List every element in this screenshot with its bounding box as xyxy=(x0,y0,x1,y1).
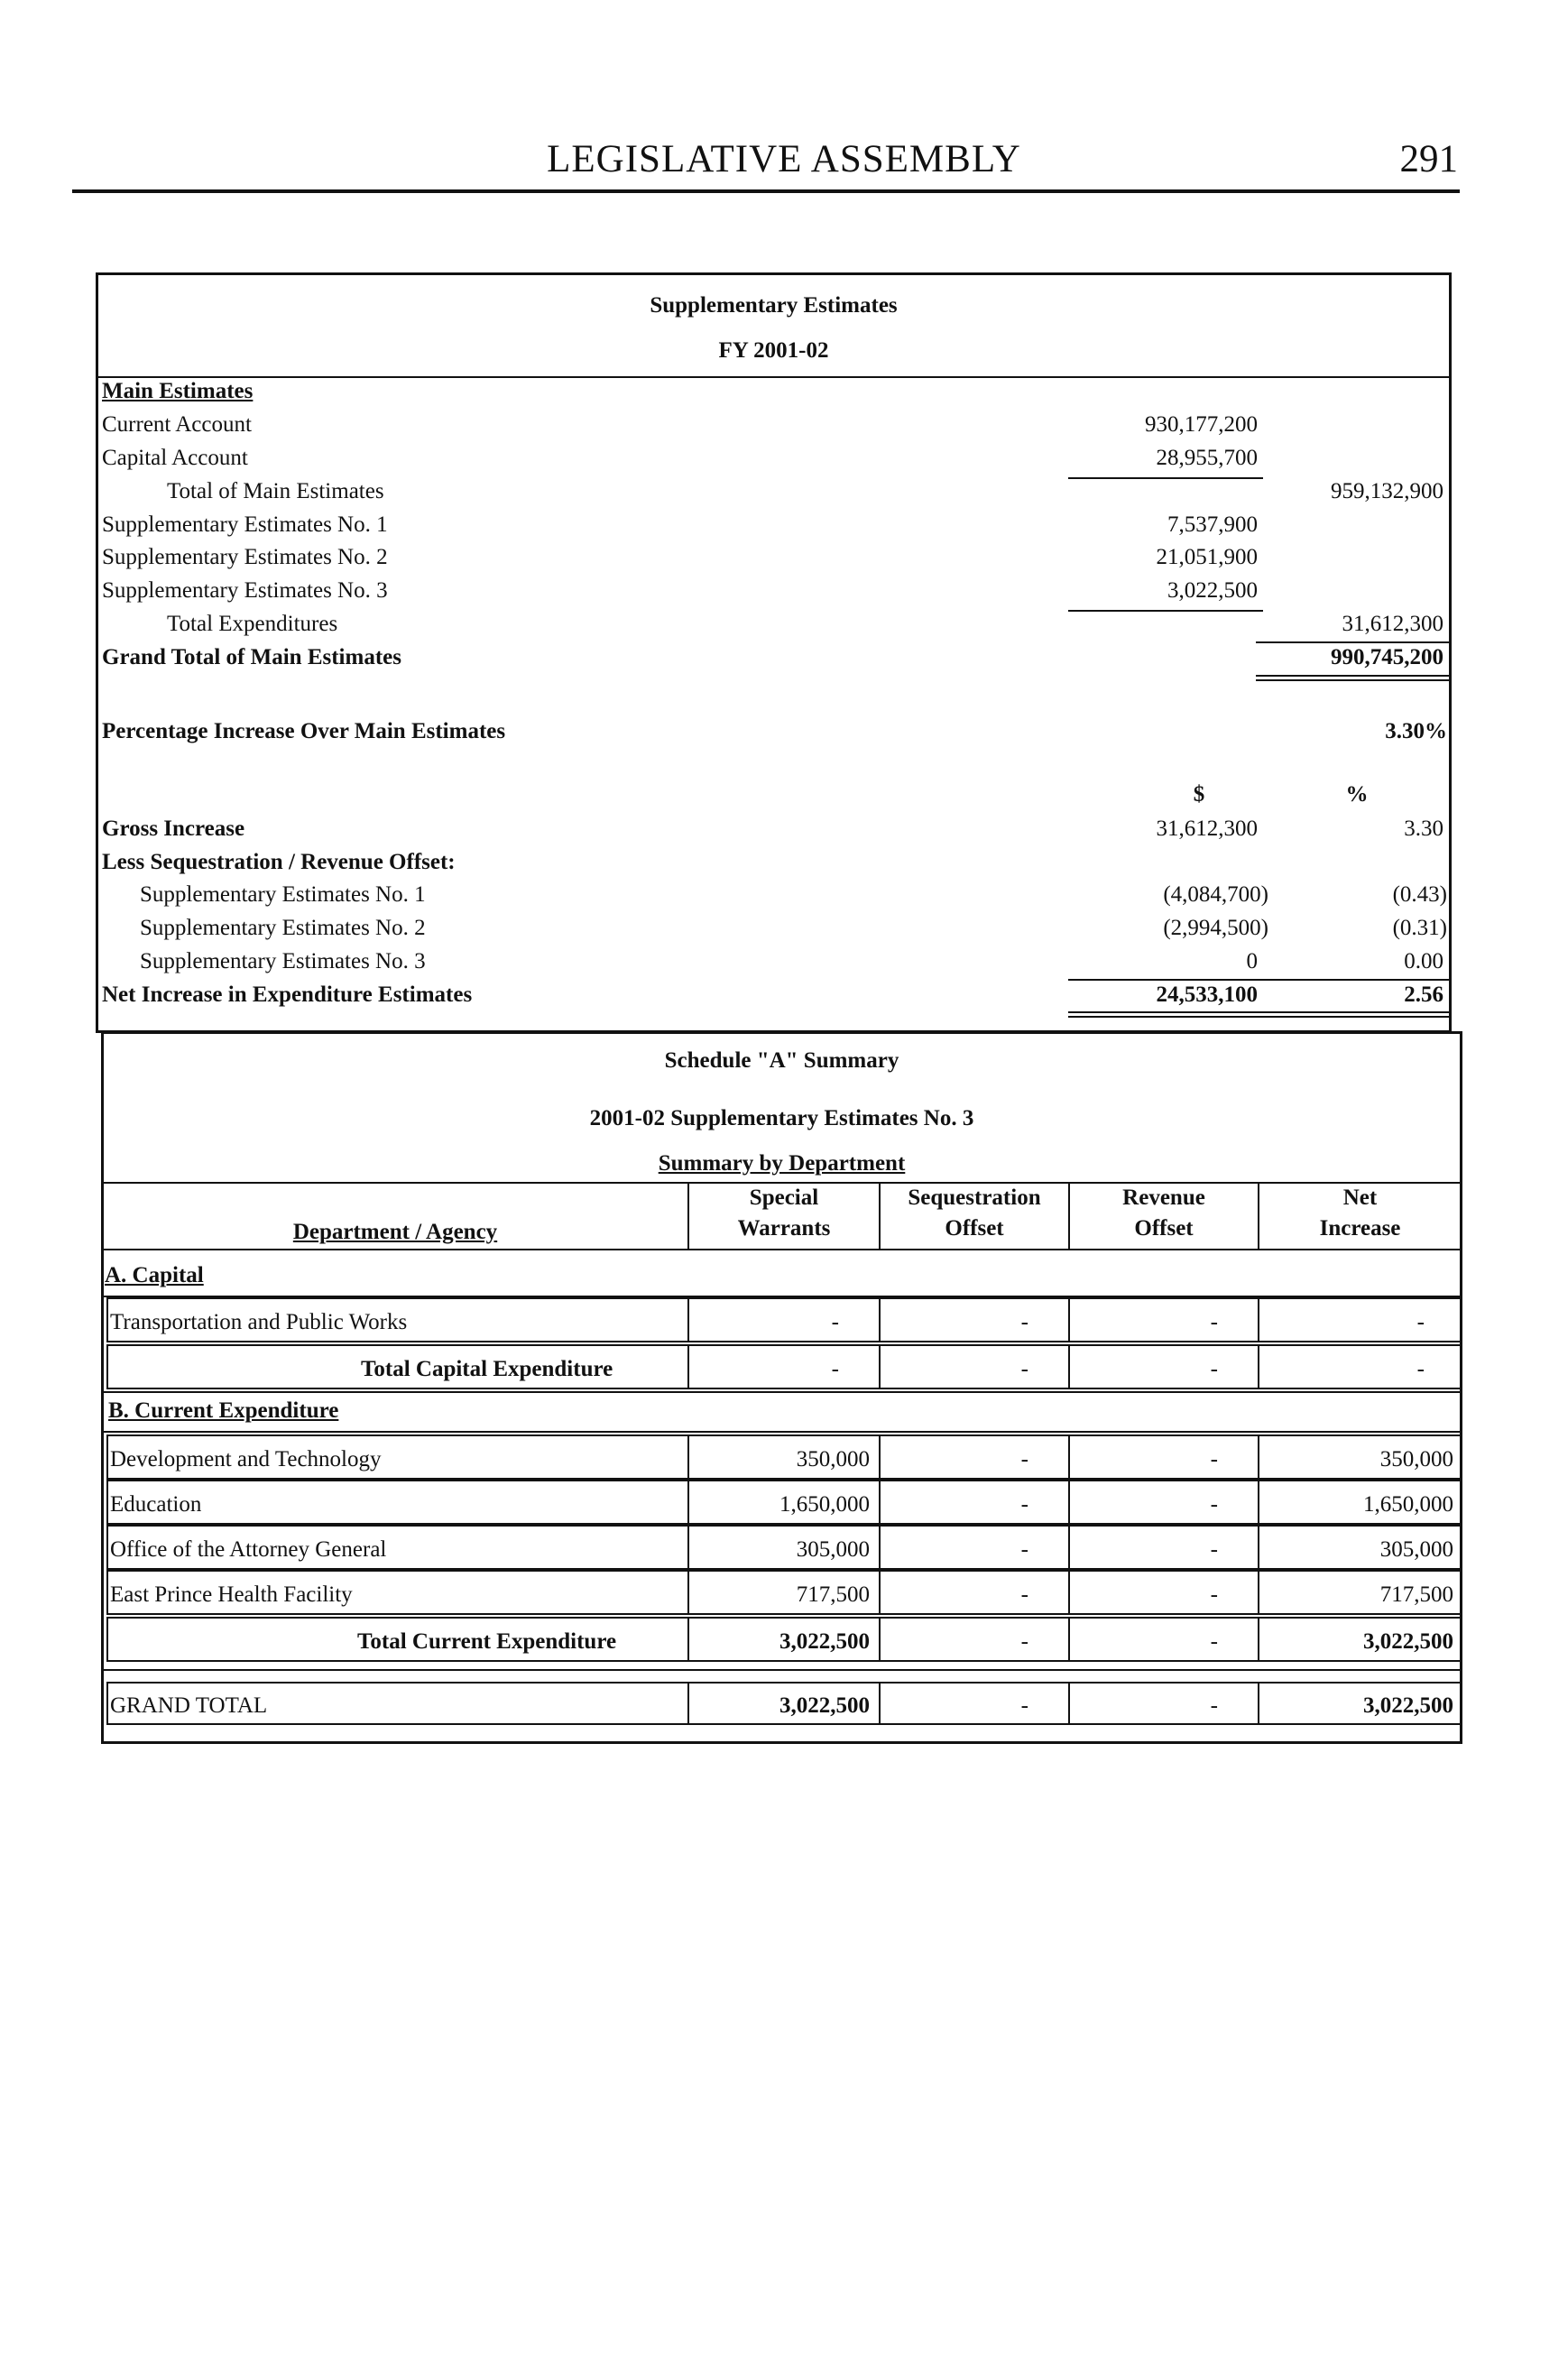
grand-total-double-rule-2 xyxy=(1256,679,1449,681)
capital-row-1-dept: Transportation and Public Works xyxy=(110,1310,408,1334)
current-row-4-net: 717,500 xyxy=(1379,1582,1453,1607)
grand-total-label: Grand Total of Main Estimates xyxy=(102,645,401,669)
schedule-subtitle2: Summary by Department xyxy=(658,1151,906,1176)
total-main-label: Total of Main Estimates xyxy=(167,479,384,503)
current-row-2-rev: - xyxy=(1210,1492,1218,1517)
current-row-1-net: 350,000 xyxy=(1379,1447,1453,1471)
section-b-rule xyxy=(101,1431,1462,1433)
current-account-value: 930,177,200 xyxy=(1145,412,1258,437)
col-header-special xyxy=(687,1182,881,1250)
grand-total-rev-cell xyxy=(1068,1682,1259,1725)
current-row-1-special: 350,000 xyxy=(796,1447,870,1471)
grand-total-rule xyxy=(1256,641,1449,643)
total-exp-value: 31,612,300 xyxy=(1342,612,1443,636)
offset-row-3-label: Supplementary Estimates No. 3 xyxy=(140,949,426,973)
grand-total-value: 990,745,200 xyxy=(1331,645,1443,669)
current-row-4-net-cell xyxy=(1258,1570,1462,1615)
total-current-rev-cell xyxy=(1068,1617,1259,1662)
current-row-4-rev-cell xyxy=(1068,1570,1259,1615)
less-offset-heading: Less Sequestration / Revenue Offset: xyxy=(102,850,456,874)
offset-row-2-pct: (0.31) xyxy=(1392,916,1447,940)
supp1-label: Supplementary Estimates No. 1 xyxy=(102,512,388,537)
grand-total-special: 3,022,500 xyxy=(779,1693,870,1718)
capital-row-1-rev: - xyxy=(1210,1310,1218,1334)
current-row-3-seq-cell xyxy=(879,1525,1070,1570)
supp2-value: 21,051,900 xyxy=(1156,545,1258,569)
col-seq-line1: Sequestration xyxy=(908,1185,1041,1210)
current-row-2-seq: - xyxy=(1020,1492,1028,1517)
section-b-top-rule xyxy=(101,1391,1462,1393)
gross-increase-label: Gross Increase xyxy=(102,816,245,841)
total-capital-net: - xyxy=(1416,1357,1425,1381)
grand-total-seq-cell xyxy=(879,1682,1070,1725)
total-capital-special-cell xyxy=(687,1344,881,1389)
current-row-4-rev: - xyxy=(1210,1582,1218,1607)
current-row-4-seq: - xyxy=(1020,1582,1028,1607)
gross-increase-dollar: 31,612,300 xyxy=(1156,816,1258,841)
offset-row-2-dollar: (2,994,500) xyxy=(1163,916,1268,940)
supp1-value: 7,537,900 xyxy=(1167,512,1258,537)
current-row-2-dept: Education xyxy=(110,1492,202,1517)
current-row-1-seq-cell xyxy=(879,1434,1070,1480)
capital-account-label: Capital Account xyxy=(102,446,248,470)
total-current-seq-cell xyxy=(879,1617,1070,1662)
col-special-line1: Special xyxy=(749,1185,819,1210)
supplementary-estimates-box xyxy=(96,272,1452,1033)
current-row-1-net-cell xyxy=(1258,1434,1462,1480)
current-row-4-special-cell xyxy=(687,1570,881,1615)
supp-subtotal-rule xyxy=(1068,610,1263,612)
capital-row-1-special-cell xyxy=(687,1297,881,1342)
table-row xyxy=(106,1297,689,1342)
total-capital-rev: - xyxy=(1210,1357,1218,1381)
current-row-4-dept: East Prince Health Facility xyxy=(110,1582,353,1607)
capital-row-1-net-cell xyxy=(1258,1297,1462,1342)
summary-subtitle: FY 2001-02 xyxy=(718,338,829,363)
total-current-row xyxy=(106,1617,689,1662)
net-increase-label: Net Increase in Expenditure Estimates xyxy=(102,982,473,1007)
capital-account-value: 28,955,700 xyxy=(1156,446,1258,470)
grand-total-double-rule-1 xyxy=(1256,675,1449,677)
total-main-value: 959,132,900 xyxy=(1331,479,1443,503)
total-capital-seq-cell xyxy=(879,1344,1070,1389)
current-row-3-rev: - xyxy=(1210,1537,1218,1562)
current-row-1-seq: - xyxy=(1020,1447,1028,1471)
schedule-subtitle: 2001-02 Supplementary Estimates No. 3 xyxy=(589,1106,974,1130)
capital-row-1-rev-cell xyxy=(1068,1297,1259,1342)
current-row-2-rev-cell xyxy=(1068,1480,1259,1525)
total-current-special: 3,022,500 xyxy=(779,1629,870,1654)
total-capital-label: Total Capital Expenditure xyxy=(361,1357,613,1381)
offset-row-2-label: Supplementary Estimates No. 2 xyxy=(140,916,426,940)
net-double-rule-1 xyxy=(1068,1011,1449,1013)
total-current-rev: - xyxy=(1210,1629,1218,1654)
current-row-3-rev-cell xyxy=(1068,1525,1259,1570)
schedule-title: Schedule "A" Summary xyxy=(664,1048,899,1073)
table-row xyxy=(106,1570,689,1615)
total-capital-rev-cell xyxy=(1068,1344,1259,1389)
current-row-3-special-cell xyxy=(687,1525,881,1570)
col-seq-line2: Offset xyxy=(945,1216,1004,1241)
net-increase-dollar: 24,533,100 xyxy=(1156,982,1258,1007)
summary-title: Supplementary Estimates xyxy=(650,293,898,318)
capital-row-1-seq-cell xyxy=(879,1297,1070,1342)
current-row-1-rev-cell xyxy=(1068,1434,1259,1480)
grand-total-rev: - xyxy=(1210,1693,1218,1718)
col-header-dept xyxy=(101,1182,689,1250)
total-exp-label: Total Expenditures xyxy=(167,612,338,636)
pct-increase-value: 3.30% xyxy=(1385,719,1447,743)
offset-row-1-dollar: (4,084,700) xyxy=(1163,882,1268,907)
grand-total-top-rule xyxy=(101,1669,1462,1671)
col-rev-line1: Revenue xyxy=(1122,1185,1205,1210)
offset-row-1-label: Supplementary Estimates No. 1 xyxy=(140,882,426,907)
total-current-net-cell xyxy=(1258,1617,1462,1662)
total-current-special-cell xyxy=(687,1617,881,1662)
offset-row-3-dollar: 0 xyxy=(1246,949,1258,973)
col-net-line2: Increase xyxy=(1319,1216,1401,1241)
offset-row-3-pct: 0.00 xyxy=(1404,949,1443,973)
page-number: 291 xyxy=(1399,138,1458,180)
capital-row-1-seq: - xyxy=(1020,1310,1028,1334)
total-capital-special: - xyxy=(831,1357,839,1381)
capital-row-1-special: - xyxy=(831,1310,839,1334)
main-estimates-heading: Main Estimates xyxy=(102,379,254,403)
supp3-label: Supplementary Estimates No. 3 xyxy=(102,578,388,603)
title-divider xyxy=(98,376,1449,378)
table-row xyxy=(106,1525,689,1570)
pct-increase-label: Percentage Increase Over Main Estimates xyxy=(102,719,506,743)
current-row-1-dept: Development and Technology xyxy=(110,1447,382,1471)
table-row xyxy=(106,1434,689,1480)
capital-row-1-net: - xyxy=(1416,1310,1425,1334)
current-row-4-seq-cell xyxy=(879,1570,1070,1615)
current-row-3-net-cell xyxy=(1258,1525,1462,1570)
section-b-heading: B. Current Expenditure xyxy=(108,1398,339,1423)
gross-increase-pct: 3.30 xyxy=(1404,816,1443,841)
current-row-3-seq: - xyxy=(1020,1537,1028,1562)
total-capital-net-cell xyxy=(1258,1344,1462,1389)
current-row-4-special: 717,500 xyxy=(796,1582,870,1607)
col-header-rev xyxy=(1068,1182,1259,1250)
grand-total-net-cell xyxy=(1258,1682,1462,1725)
col-dept-label: Department / Agency xyxy=(292,1220,498,1244)
grand-total-seq: - xyxy=(1020,1693,1028,1718)
net-increase-pct: 2.56 xyxy=(1404,982,1443,1007)
col-net-line1: Net xyxy=(1342,1185,1378,1210)
page-header-title: LEGISLATIVE ASSEMBLY xyxy=(547,138,1021,180)
header-rule xyxy=(72,189,1460,193)
col-header-seq xyxy=(879,1182,1070,1250)
total-current-label: Total Current Expenditure xyxy=(357,1629,617,1654)
current-row-3-net: 305,000 xyxy=(1379,1537,1453,1562)
current-row-2-special-cell xyxy=(687,1480,881,1525)
current-row-2-special: 1,650,000 xyxy=(779,1492,870,1517)
current-row-1-rev: - xyxy=(1210,1447,1218,1471)
current-row-1-special-cell xyxy=(687,1434,881,1480)
supp2-label: Supplementary Estimates No. 2 xyxy=(102,545,388,569)
current-account-label: Current Account xyxy=(102,412,252,437)
net-double-rule-2 xyxy=(1068,1016,1449,1018)
section-a-heading: A. Capital xyxy=(105,1263,204,1287)
col-pct-heading: % xyxy=(1345,782,1369,807)
supp3-value: 3,022,500 xyxy=(1167,578,1258,603)
col-rev-line2: Offset xyxy=(1134,1216,1194,1241)
table-row xyxy=(106,1480,689,1525)
current-row-2-net: 1,650,000 xyxy=(1363,1492,1453,1517)
total-current-seq: - xyxy=(1020,1629,1028,1654)
net-rule xyxy=(1068,979,1449,981)
col-dollar-heading: $ xyxy=(1193,782,1205,807)
grand-total-net: 3,022,500 xyxy=(1363,1693,1453,1718)
total-capital-seq: - xyxy=(1020,1357,1028,1381)
grand-total-row xyxy=(106,1682,689,1725)
total-capital-row xyxy=(106,1344,689,1389)
col-header-net xyxy=(1258,1182,1462,1250)
grand-total-special-cell xyxy=(687,1682,881,1725)
grand-total-label-schedule: GRAND TOTAL xyxy=(110,1693,268,1718)
current-row-3-dept: Office of the Attorney General xyxy=(110,1537,387,1562)
current-row-2-seq-cell xyxy=(879,1480,1070,1525)
offset-row-1-pct: (0.43) xyxy=(1392,882,1447,907)
current-row-2-net-cell xyxy=(1258,1480,1462,1525)
total-current-net: 3,022,500 xyxy=(1363,1629,1453,1654)
col-special-line2: Warrants xyxy=(737,1216,831,1241)
subtotal-rule xyxy=(1068,477,1263,479)
current-row-3-special: 305,000 xyxy=(796,1537,870,1562)
